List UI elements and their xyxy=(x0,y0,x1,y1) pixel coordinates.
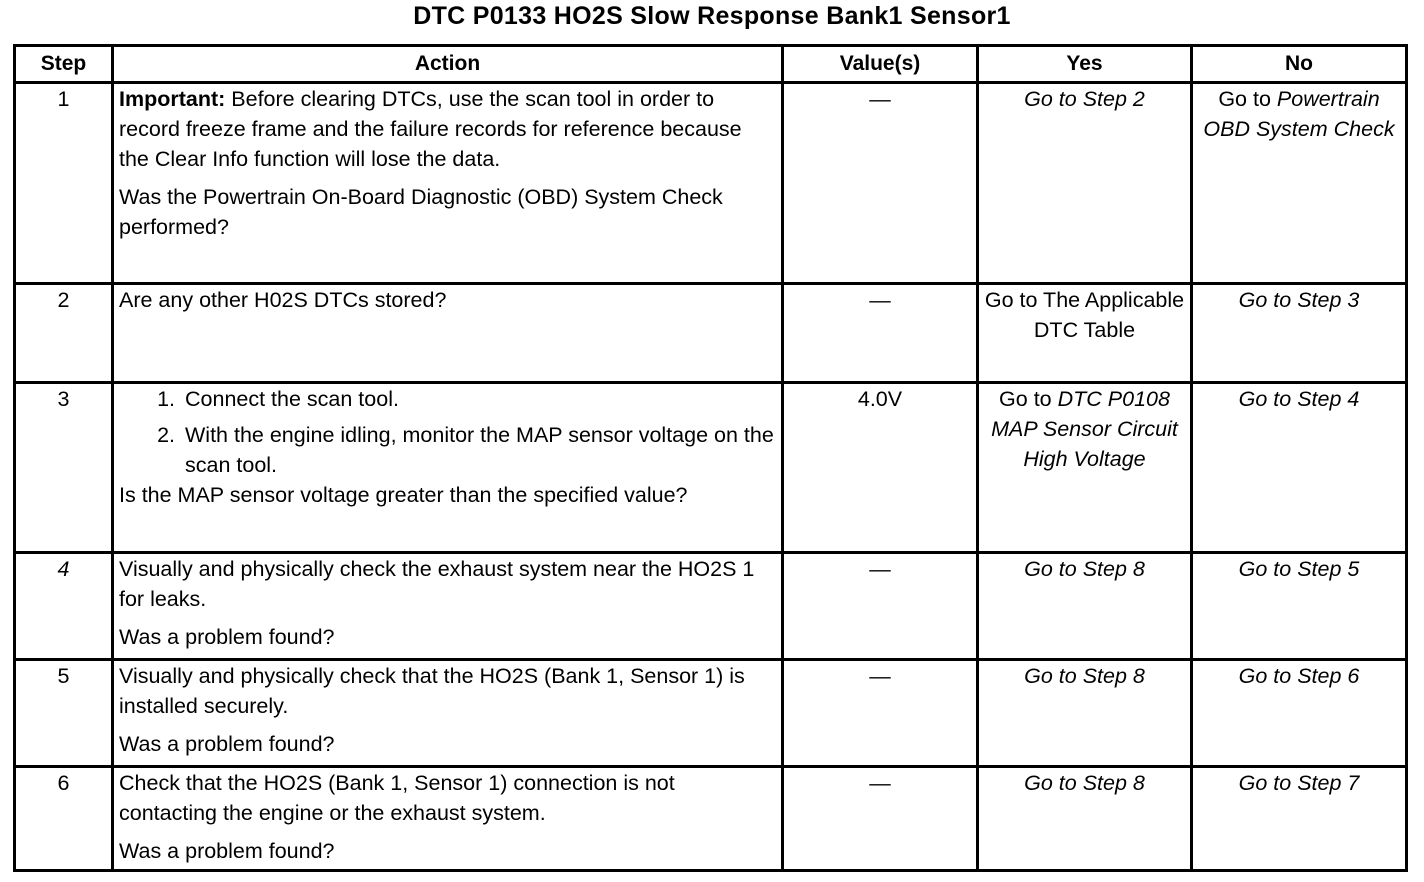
value-cell: — xyxy=(783,83,978,284)
no-link[interactable] xyxy=(1192,83,1407,284)
header-yes: Yes xyxy=(978,46,1192,83)
action-question: Was a problem found? xyxy=(119,625,335,649)
action-cell xyxy=(113,553,783,660)
action-text: Check that the HO2S (Bank 1, Sensor 1) connection is not contacting the engine or the exhaust system. xyxy=(119,771,675,825)
step-number: 2 xyxy=(15,284,113,383)
table-row xyxy=(15,284,1407,383)
no-link[interactable]: Go to Step 7 xyxy=(1192,767,1407,871)
value-cell: — xyxy=(783,284,978,383)
value-cell: — xyxy=(783,660,978,767)
no-link[interactable]: Go to Step 6 xyxy=(1192,660,1407,767)
action-cell xyxy=(113,383,783,553)
action-question: Are any other H02S DTCs stored? xyxy=(119,288,447,312)
yes-link-prefix: Go to xyxy=(999,387,1058,411)
action-cell xyxy=(113,83,783,284)
action-cell xyxy=(113,660,783,767)
important-label: Important: xyxy=(119,87,226,111)
action-question: Is the MAP sensor voltage greater than the specified value? xyxy=(119,483,688,507)
action-cell xyxy=(113,767,783,871)
header-action: Action xyxy=(113,46,783,83)
header-values: Value(s) xyxy=(783,46,978,83)
value-cell: 4.0V xyxy=(783,383,978,553)
no-link[interactable]: Go to Step 5 xyxy=(1192,553,1407,660)
action-question: Was the Powertrain On-Board Diagnostic (OBD) System Check performed? xyxy=(119,185,723,239)
action-step-item: 1. Connect the scan tool. xyxy=(181,384,776,414)
yes-link[interactable] xyxy=(978,383,1192,553)
no-link-prefix: Go to xyxy=(1218,87,1277,111)
yes-link[interactable]: Go to The Applicable DTC Table xyxy=(978,284,1192,383)
action-question: Was a problem found? xyxy=(119,839,335,863)
step-number: 5 xyxy=(15,660,113,767)
yes-link[interactable]: Go to Step 2 xyxy=(978,83,1192,284)
diagnostic-table xyxy=(13,44,1408,872)
yes-link[interactable]: Go to Step 8 xyxy=(978,767,1192,871)
no-link-target: Powertrain OBD System Check xyxy=(1203,87,1395,141)
header-step: Step xyxy=(15,46,113,83)
step-number: 1 xyxy=(15,83,113,284)
action-text: Visually and physically check that the HO2S (Bank 1, Sensor 1) is installed securely. xyxy=(119,664,745,718)
step-number: 3 xyxy=(15,383,113,553)
yes-link[interactable]: Go to Step 8 xyxy=(978,660,1192,767)
table-row xyxy=(15,83,1407,284)
important-note xyxy=(119,84,776,174)
table-row xyxy=(15,383,1407,553)
page-title: DTC P0133 HO2S Slow Response Bank1 Sensor1 xyxy=(413,2,1011,30)
yes-link[interactable]: Go to Step 8 xyxy=(978,553,1192,660)
header-row xyxy=(15,46,1407,83)
table-row xyxy=(15,553,1407,660)
action-step-item: 2. With the engine idling, monitor the MAP sensor voltage on the scan tool. xyxy=(181,420,776,480)
action-text: Visually and physically check the exhaust system near the HO2S 1 for leaks. xyxy=(119,557,755,611)
value-cell: — xyxy=(783,553,978,660)
action-question: Was a problem found? xyxy=(119,732,335,756)
value-cell: — xyxy=(783,767,978,871)
table-row xyxy=(15,767,1407,871)
action-steps-list xyxy=(119,384,776,480)
action-cell xyxy=(113,284,783,383)
step-number: 6 xyxy=(15,767,113,871)
header-no: No xyxy=(1192,46,1407,83)
important-text: Before clearing DTCs, use the scan tool in order to record freeze frame and the failure records for reference because the Clear Info function will lose the data. xyxy=(119,87,742,171)
step-number: 4 xyxy=(15,553,113,660)
table-row xyxy=(15,660,1407,767)
no-link[interactable]: Go to Step 4 xyxy=(1192,383,1407,553)
no-link[interactable]: Go to Step 3 xyxy=(1192,284,1407,383)
yes-link-target: DTC P0108 MAP Sensor Circuit High Voltage xyxy=(991,387,1178,471)
